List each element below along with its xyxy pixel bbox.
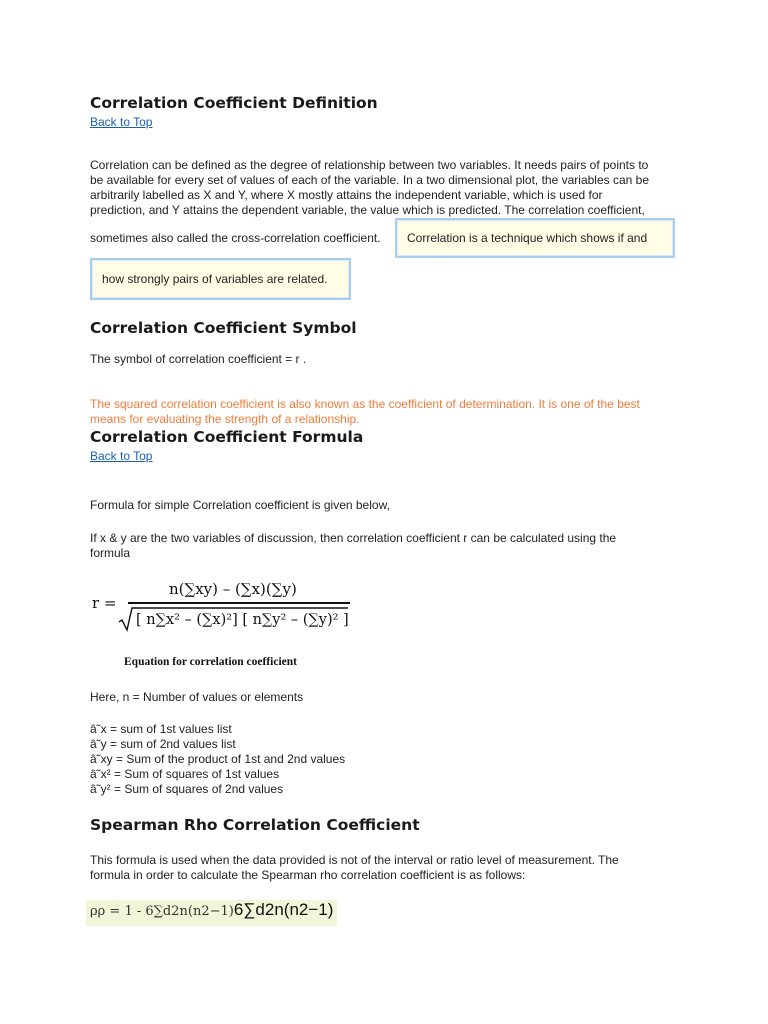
- fraction-bar: [128, 602, 350, 604]
- highlight-callout: [395, 218, 675, 258]
- list-item: â˜xy = Sum of the product of 1st and 2nd values: [90, 752, 346, 766]
- list-item: â˜y = sum of 2nd values list: [90, 737, 236, 751]
- formula-heading: Correlation Coefficient Formula: [90, 428, 364, 446]
- spearman-formula-large: 6∑d2n(n2−1): [233, 900, 334, 919]
- definition-paragraph: [90, 158, 649, 218]
- formula-denominator: [ n∑x² – (∑x)²] [ n∑y² – (∑y)² ]: [136, 612, 349, 628]
- text-line: arbitrarily labelled as X and Y, where X mostly attains the independent variable, which is used for: [90, 188, 603, 202]
- text-line: This formula is used when the data provided is not of the interval or ratio level of measurement. The: [90, 853, 619, 867]
- symbol-text: The symbol of correlation coefficient = r .: [90, 352, 307, 366]
- highlight-callout: [90, 258, 351, 300]
- list-item: â˜x² = Sum of squares of 1st values: [90, 767, 280, 781]
- text-line: be available for every set of values of each of the variable. In a two dimensional plot, the variables can be: [90, 173, 649, 187]
- text-line: The squared correlation coefficient is also known as the coefficient of determination. It is one of the best: [90, 397, 640, 411]
- text-line: prediction, and Y attains the dependent variable, the value which is predicted. The correlation coefficient,: [90, 203, 645, 217]
- text-line: formula in order to calculate the Spearman rho correlation coefficient is as follows:: [90, 868, 526, 882]
- callout-text: how strongly pairs of variables are related.: [102, 272, 328, 286]
- back-to-top-link[interactable]: Back to Top: [90, 115, 153, 129]
- formula-intro: Formula for simple Correlation coefficient is given below,: [90, 498, 390, 512]
- formula-explanation: [90, 531, 616, 561]
- text-line: formula: [90, 546, 131, 560]
- callout-text: Correlation is a technique which shows if and: [407, 231, 648, 245]
- formula-caption: Equation for correlation coefficient: [124, 656, 297, 668]
- spearman-paragraph: [90, 853, 619, 883]
- text-line: means for evaluating the strength of a relationship.: [90, 412, 360, 426]
- back-to-top-link[interactable]: Back to Top: [90, 449, 153, 463]
- formula-numerator: n(∑xy) – (∑x)(∑y): [169, 580, 297, 598]
- text-line: Correlation can be defined as the degree of relationship between two variables. It needs pairs of points to: [90, 158, 649, 172]
- spearman-formula: [86, 900, 337, 926]
- definitions-list: [90, 722, 345, 797]
- here-text: Here, n = Number of values or elements: [90, 690, 304, 704]
- spearman-heading: Spearman Rho Correlation Coefficient: [90, 816, 420, 834]
- text-line: sometimes also called the cross-correlation coefficient.: [90, 231, 381, 245]
- determination-note: [90, 397, 640, 427]
- list-item: â˜y² = Sum of squares of 2nd values: [90, 782, 284, 796]
- definition-heading: Correlation Coefficient Definition: [90, 94, 378, 112]
- correlation-formula-image: [90, 578, 360, 638]
- text-line: If x & y are the two variables of discussion, then correlation coefficient r can be calculated using the: [90, 531, 617, 545]
- spearman-formula-small: ρρ = 1 - 6∑d2n(n2−1): [90, 904, 234, 919]
- symbol-heading: Correlation Coefficient Symbol: [90, 319, 357, 337]
- list-item: â˜x = sum of 1st values list: [90, 722, 232, 736]
- formula-lhs: r =: [92, 594, 117, 612]
